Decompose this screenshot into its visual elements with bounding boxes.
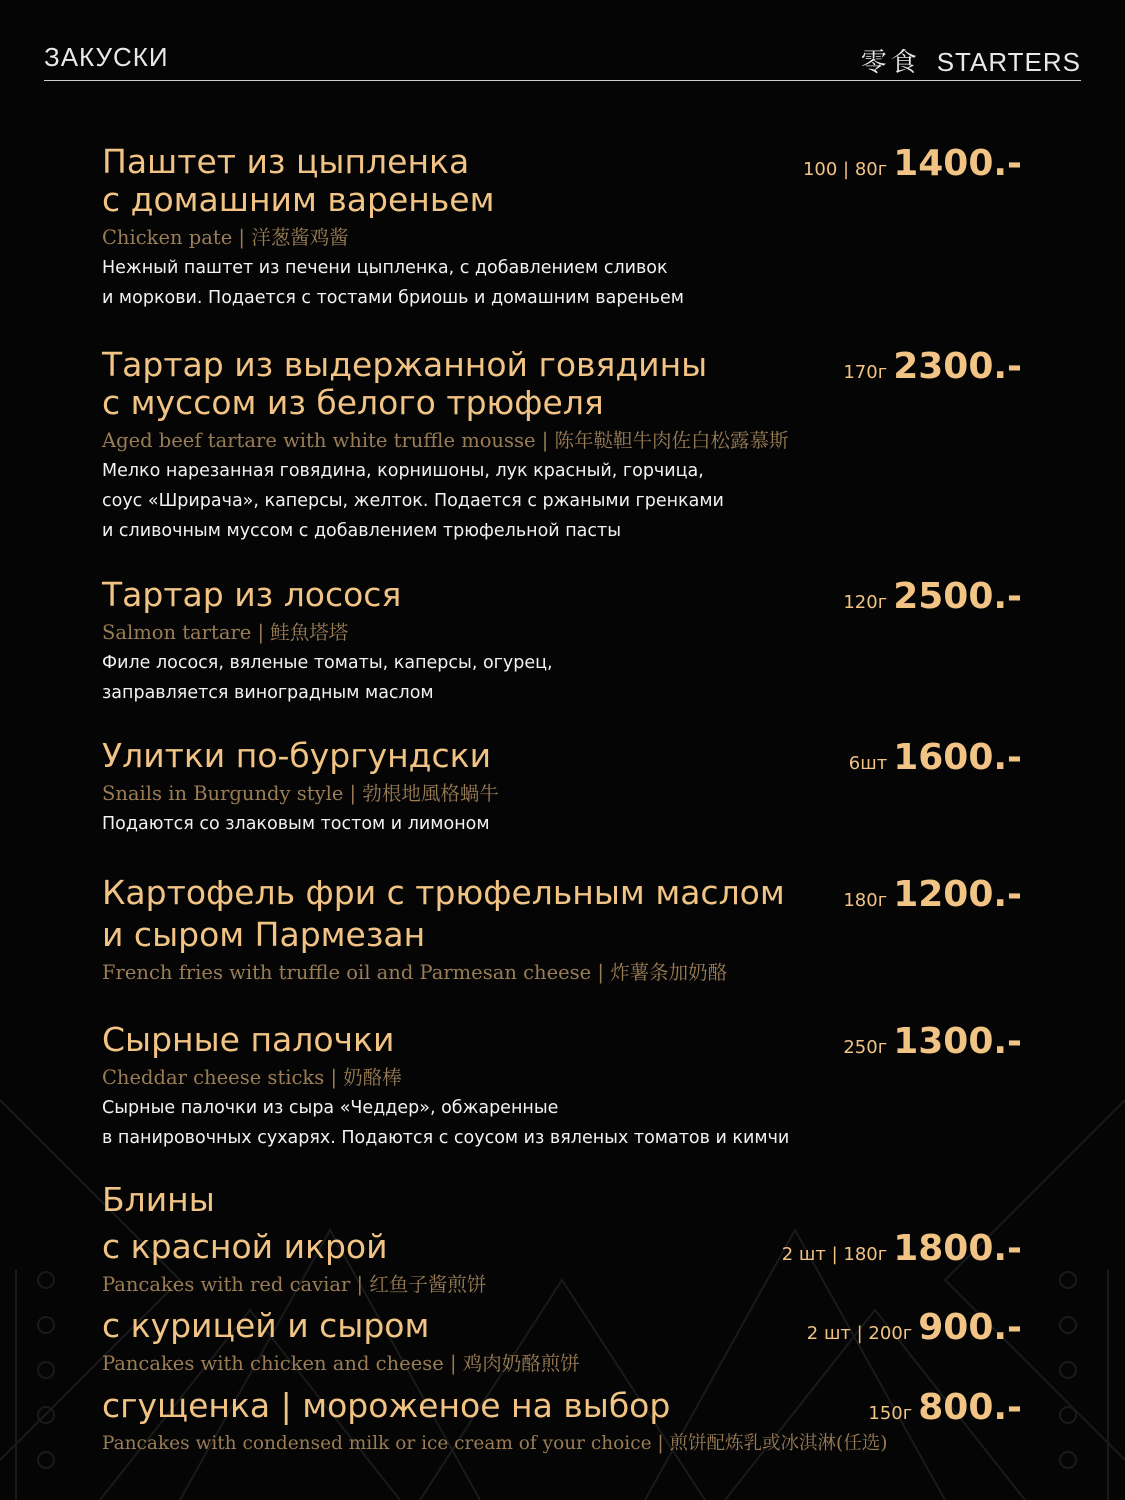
description-line: в панировочных сухарях. Подаются с соусом из вяленых томатов и кимчи [102,1128,790,1148]
dish-weight: 120г [843,592,888,613]
dish-weight: 150г [868,1403,913,1424]
dish-name-en-cn: Chicken pate | 洋葱酱鸡酱 [102,226,349,249]
dish-name-line: Сырные палочки [102,1020,395,1059]
dish-price: 1200.- [893,874,1022,915]
description-line: Филе лосося, вяленые томаты, каперсы, огурец, [102,653,553,673]
dish-name-ru: Блины [102,1180,215,1219]
description-line: и моркови. Подается с тостами бриошь и домашним вареньем [102,288,684,308]
price-block [803,143,1022,184]
variant-name-en-cn: Pancakes with condensed milk or ice cream of your choice | 煎饼配炼乳或冰淇淋(任选) [102,1433,888,1454]
dish-name-line: Картофель фри с трюфельным маслом [102,873,785,912]
variant-name-ru: сгущенка | мороженое на выбор [102,1386,671,1425]
dish-name-line: Тартар из выдержанной говядины [102,345,708,384]
dish-description [102,253,1022,313]
dish-description [102,809,1022,839]
dish-name-en-cn: French fries with truffle oil and Parmesan cheese | 炸薯条加奶酪 [102,961,728,984]
dish-weight: 100 | 80г [802,159,888,180]
description-line: Нежный паштет из печени цыпленка, с добавлением сливок [102,258,668,278]
dish-name-line: с домашним вареньем [102,180,495,219]
section-title-en: STARTERS [936,47,1081,77]
dish-weight: 170г [843,362,888,383]
dish-name-line: Паштет из цыпленка [102,142,470,181]
dish-price: 1800.- [893,1228,1022,1269]
section-title-right [861,42,1081,79]
dish-price: 1600.- [893,737,1022,778]
dish-weight: 250г [843,1037,888,1058]
dish-weight: 180г [843,890,888,911]
description-line: соус «Шрирача», каперсы, желток. Подается с ржаными гренками [102,491,724,511]
dish-price: 2300.- [893,346,1022,387]
price-block [849,737,1022,778]
dish-price: 1300.- [893,1021,1022,1062]
description-line: и сливочным муссом с добавлением трюфельной пасты [102,521,622,541]
price-block [782,1228,1022,1269]
section-title-ru: ЗАКУСКИ [44,42,169,72]
variant-name-en-cn: Pancakes with chicken and cheese | 鸡肉奶酪煎饼 [102,1352,580,1375]
dish-price: 800.- [918,1387,1022,1428]
dish-description [102,456,1022,546]
menu-item [102,346,1022,546]
price-block [843,874,1022,915]
dish-price: 900.- [918,1307,1022,1348]
dish-weight: 6шт [848,753,888,774]
dish-name-en-cn: Salmon tartare | 鲑魚塔塔 [102,621,349,644]
menu-item [102,737,1022,839]
dish-name-en-cn: Cheddar cheese sticks | 奶酪棒 [102,1066,402,1089]
price-block [868,1387,1022,1428]
menu-item [102,143,1022,313]
dish-name-line: Тартар из лосося [102,575,402,614]
section-title-cn: 零食 [860,48,921,78]
dish-name-line: Улитки по-бургундски [102,736,492,775]
pancake-variant [102,1228,1022,1298]
price-block [843,346,1022,387]
dish-name-line: с муссом из белого трюфеля [102,383,604,422]
menu-item [102,874,1022,986]
price-block [807,1307,1022,1348]
description-line: Сырные палочки из сыра «Чеддер», обжаренные [102,1098,559,1118]
variant-name-en-cn: Pancakes with red caviar | 红鱼子酱煎饼 [102,1273,487,1296]
price-block [843,576,1022,617]
dish-weight: 2 шт | 180г [781,1244,888,1265]
dish-name-line: и сыром Пармезан [102,915,426,954]
dish-price: 2500.- [893,576,1022,617]
dish-description [102,1093,1022,1153]
description-line: Подаются со злаковым тостом и лимоном [102,814,490,834]
description-line: Мелко нарезанная говядина, корнишоны, лук красный, горчица, [102,461,704,481]
dish-name-en-cn: Snails in Burgundy style | 勃根地風格蝸牛 [102,782,499,805]
description-line: заправляется виноградным маслом [102,683,434,703]
pancake-variant [102,1387,1022,1457]
menu-item [102,1021,1022,1153]
pancakes-title [102,1181,1022,1219]
dish-name-en-cn: Aged beef tartare with white truffle mousse | 陈年鞑靼牛肉佐白松露慕斯 [102,429,789,452]
price-block [843,1021,1022,1062]
variant-name-ru: с красной икрой [102,1227,388,1266]
variant-name-ru: с курицей и сыром [102,1306,430,1345]
section-header [44,38,1081,81]
dish-price: 1400.- [893,143,1022,184]
dish-description [102,648,1022,708]
menu-item [102,576,1022,708]
pancake-variant [102,1307,1022,1377]
dish-weight: 2 шт | 200г [806,1323,913,1344]
